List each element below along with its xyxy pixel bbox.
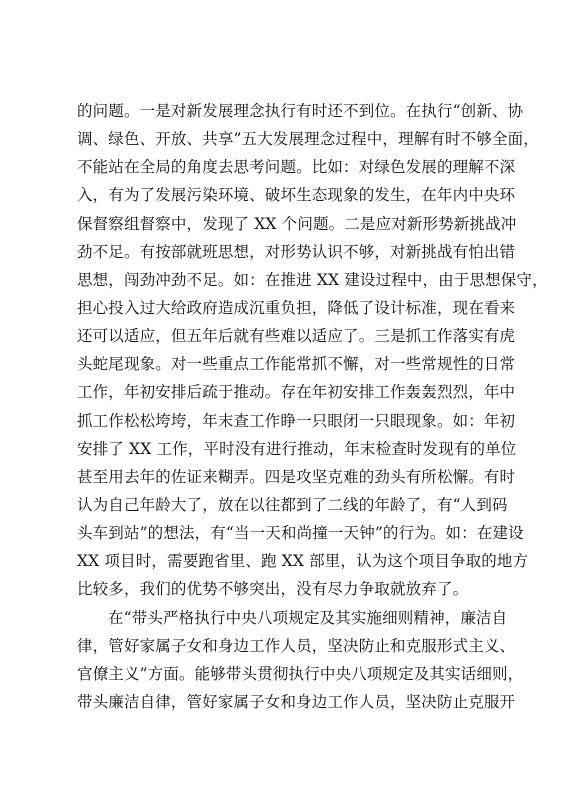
body-text: [77, 97, 548, 716]
paragraph: [77, 97, 548, 604]
text-line: 认为自己年龄大了，放在以往都到了二线的年龄了，有“人到码: [77, 495, 508, 514]
text-line: 思想，闯劲冲劲不足。如：在推进 XX 建设过程中，由于思想保守，: [77, 270, 548, 289]
text-line: 带头廉洁自律，管好家属子女和身边工作人员，坚决防止克服开: [77, 692, 516, 711]
text-line: 劲不足。有按部就班思想，对形势认识不够，对新挑战有怕出错: [77, 242, 516, 261]
text-line: 工作，年初安排后疏于推动。存在年初安排工作轰轰烈烈，年中: [77, 383, 516, 402]
text-line: 保督察组督察中，发现了 XX 个问题。二是应对新形势新挑战冲: [77, 214, 517, 233]
text-line: 比较多，我们的优势不够突出，没有尽力争取就放弃了。: [77, 580, 469, 599]
text-line: 担心投入过大给政府造成沉重负担，降低了设计标准，现在看来: [77, 298, 516, 317]
text-line: 抓工作松松垮垮，年末查工作睁一只眼闭一只眼现象。如：年初: [77, 411, 516, 430]
text-line: 头蛇尾现象。对一些重点工作能常抓不懈，对一些常规性的日常: [77, 355, 516, 374]
text-line: 官僚主义”方面。能够带头贯彻执行中央八项规定及其实话细则，: [77, 664, 524, 683]
text-line: 甚至用去年的佐证来糊弄。四是攻坚克难的劲头有所松懈。有时: [77, 467, 516, 486]
text-line: 的问题。一是对新发展理念执行有时还不到位。在执行“创新、协: [77, 102, 524, 120]
text-line: 入，有为了发展污染环境、破坏生态现象的发生，在年内中央环: [77, 186, 516, 205]
text-line: 头车到站”的想法，有“当一天和尚撞一天钟”的行为。如：在建设: [77, 524, 524, 543]
text-line: 不能站在全局的角度去思考问题。比如：对绿色发展的理解不深: [77, 158, 516, 177]
text-line: 安排了 XX 工作，平时没有进行推动，年末检查时发现有的单位: [77, 439, 517, 458]
text-line: 调、绿色、开放、共享”五大发展理念过程中，理解有时不够全面，: [77, 130, 539, 149]
text-line: XX 项目时，需要跑省里、跑 XX 部里，认为这个项目争取的地方: [77, 552, 529, 571]
paragraph: [77, 604, 524, 717]
text-line: 还可以适应，但五年后就有些难以适应了。三是抓工作落实有虎: [77, 327, 516, 346]
text-line: 律，管好家属子女和身边工作人员，坚决防止和克服形式主义、: [77, 636, 516, 655]
text-line: 在“带头严格执行中央八项规定及其实施细则精神，廉洁自: [108, 608, 508, 627]
